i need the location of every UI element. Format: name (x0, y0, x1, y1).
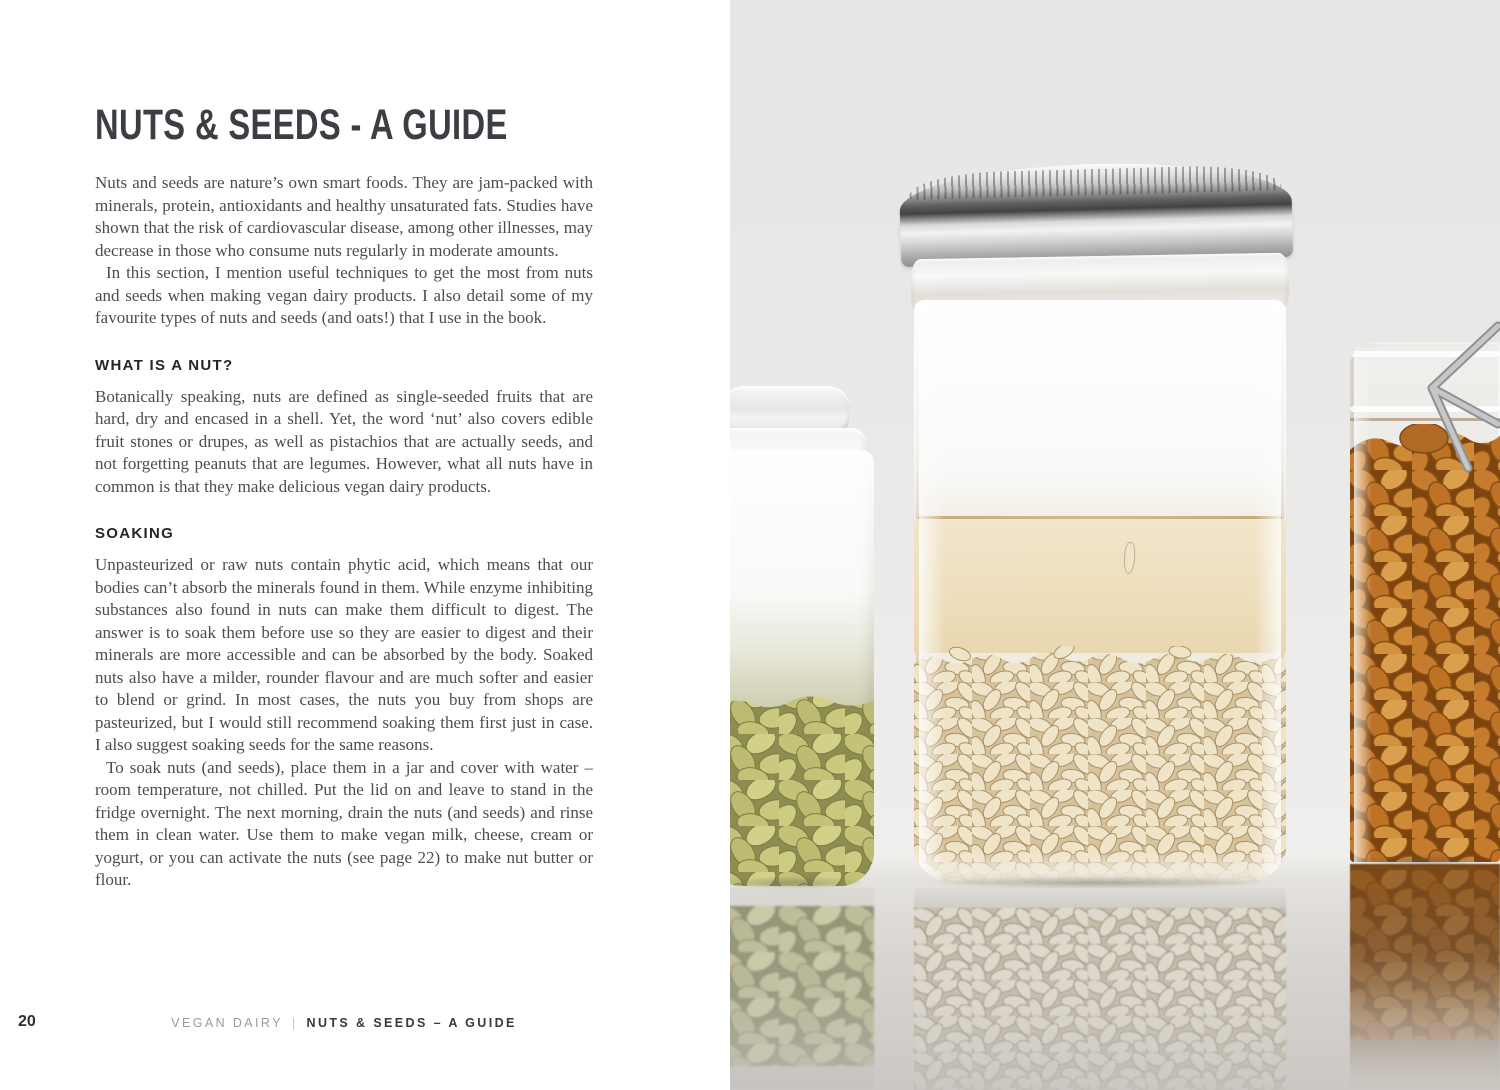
left-page-text-column (95, 0, 593, 892)
page-title: NUTS & SEEDS - A GUIDE (95, 101, 508, 149)
mason-jar-reflection (914, 888, 1286, 1090)
almond-jar-reflection (1350, 864, 1500, 1090)
soaking-paragraph-1: Unpasteurized or raw nuts contain phytic acid, which means that our bodies can’t absorb the minerals found in them. While enzyme inhibiting substances also found in nuts can make them difficult to digest. The answer is to soak them before use so they are easier to digest and their minerals are more accessible and can be absorbed by the body. Soaked nuts also have a milder, rounder flavour and are much softer and easier to blend or grind. In most cases, the nuts you buy from shops are pasteurized, but I would still recommend soaking them first just in case. I also suggest soaking seeds for the same reasons. (95, 555, 593, 754)
pumpkin-jar-reflection (730, 888, 874, 1090)
running-head (95, 1016, 593, 1030)
intro-paragraph-2: In this section, I mention useful techniques to get the most from nuts and seeds when making vegan dairy products. I also detail some of my favourite types of nuts and seeds (and oats!) that I use in the book. (95, 263, 593, 327)
pumpkin-jar-body (730, 450, 874, 886)
pumpkin-seeds-texture (730, 688, 874, 886)
running-head-divider: | (291, 1016, 298, 1030)
photo-soaking-jars (730, 0, 1500, 1090)
sunflower-seeds-texture (914, 646, 1286, 884)
page-number: 20 (18, 1013, 36, 1030)
mason-jar-metal-lid (899, 159, 1293, 267)
section-heading-what-is-a-nut: WHAT IS A NUT? (95, 356, 234, 374)
running-head-book-title: VEGAN DAIRY (171, 1016, 283, 1030)
glass-highlight-left (919, 300, 945, 884)
mason-jar-body (914, 300, 1286, 884)
soaking-water (914, 519, 1286, 653)
soaking-paragraph-2: To soak nuts (and seeds), place them in a jar and cover with water – room temperature, not chilled. Put the lid on and leave to stand in the fridge overnight. The next morning, drain the nuts (and seeds) and rinse them in clean water. Use them to make vegan milk, cheese, cream or yogurt, or you can activate the nuts (see page 22) to make nut butter or flour. (95, 757, 593, 889)
section-heading-soaking: SOAKING (95, 525, 175, 542)
running-head-chapter-title: NUTS & SEEDS – A GUIDE (306, 1016, 517, 1030)
what-is-a-nut-paragraph: Botanically speaking, nuts are defined as single-seeded fruits that are hard, dry and encased in a shell. Yet, the word ‘nut’ also covers edible fruit stones or drupes, as well as pistachios that are actually seeds, and not forgetting peanuts that are legumes. However, what all nuts have in common is that they make delicious vegan dairy products. (95, 386, 593, 496)
glass-highlight-right (1255, 300, 1281, 884)
mason-jar-condensation (914, 300, 1286, 530)
almond-jar-clip-wire (1348, 310, 1500, 485)
almonds-texture (1350, 424, 1500, 862)
intro-paragraph-1: Nuts and seeds are nature’s own smart foods. They are jam-packed with minerals, protein, antioxidants and healthy unsaturated fats. Studies have shown that the risk of cardiovascular disease, among other illnesses, may decrease in those who consume nuts regularly in moderate amounts. (95, 173, 593, 260)
